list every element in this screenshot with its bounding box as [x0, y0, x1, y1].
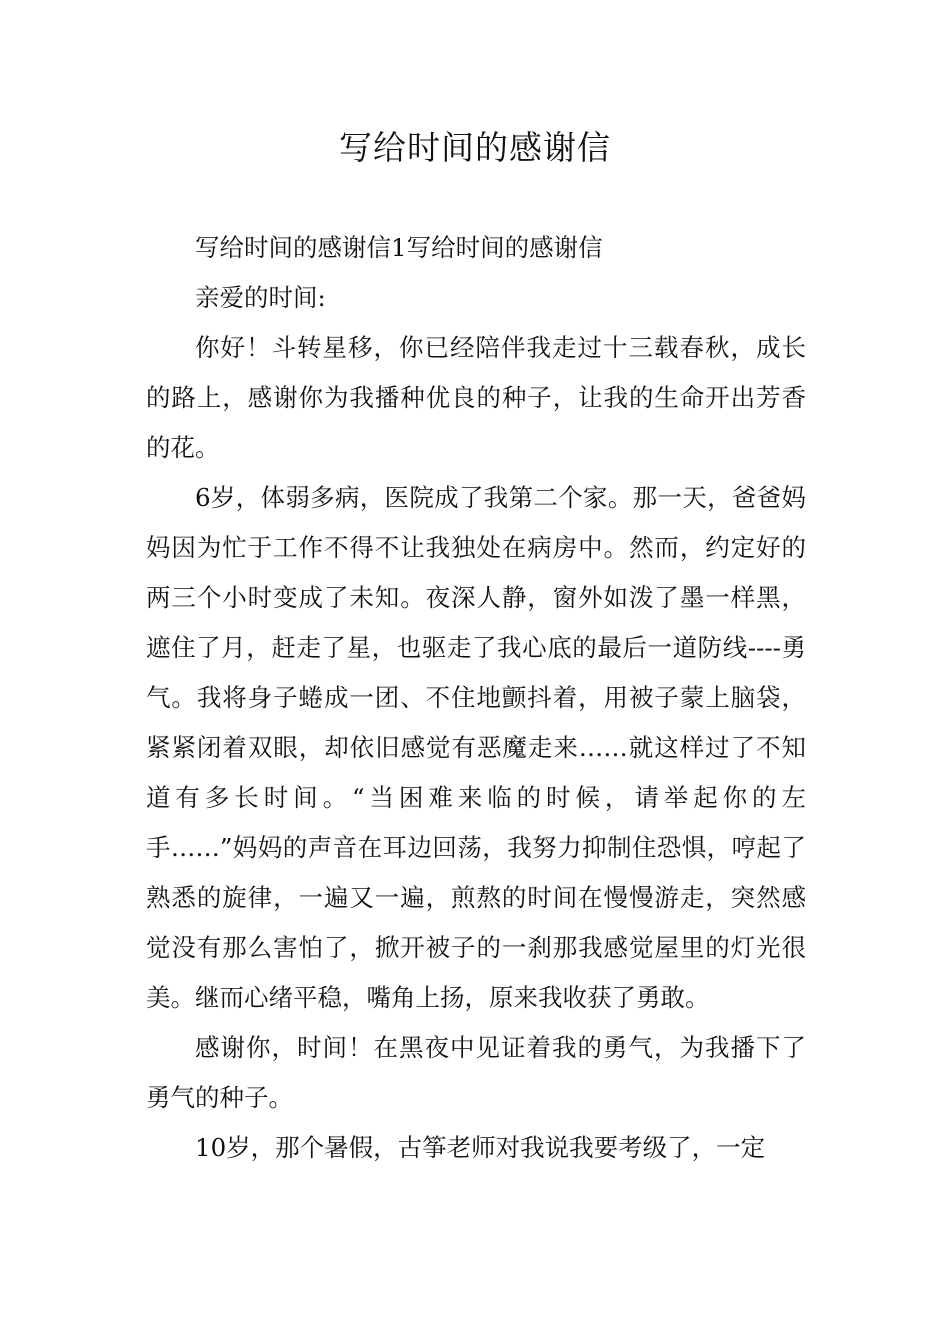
paragraph-age-ten: 10岁，那个暑假，古筝老师对我说我要考级了，一定: [195, 1133, 766, 1162]
paragraph-salutation: 亲爱的时间:: [195, 283, 326, 312]
document-body: [146, 223, 806, 1173]
paragraph-thanks-courage: 感谢你，时间！在黑夜中见证着我的勇气，为我播下了勇气的种子。: [146, 1033, 806, 1112]
paragraph-age-six: 6岁，体弱多病，医院成了我第二个家。那一天，爸爸妈妈因为忙于工作不得不让我独处在病房中。然而，约定好的两三个小时变成了未知。夜深人静，窗外如泼了墨一样黑，遮住了月，赶走了星，也驱走了我心底的最后一道防线----勇气。我将身子蜷成一团、不住地颤抖着，用被子蒙上脑袋，紧紧闭着双眼，却依旧感觉有恶魔走来……就这样过了不知道有多长时间。“当困难来临的时候，请举起你的左手……”妈妈的声音在耳边回荡，我努力抑制住恐惧，哼起了熟悉的旋律，一遍又一遍，煎熬的时间在慢慢游走，突然感觉没有那么害怕了，掀开被子的一刹那我感觉屋里的灯光很美。继而心绪平稳，嘴角上扬，原来我收获了勇敢。: [146, 483, 806, 1012]
document-title: 写给时间的感谢信: [339, 128, 611, 167]
paragraph-greeting: 你好！斗转星移，你已经陪伴我走过十三载春秋，成长的路上，感谢你为我播种优良的种子，让我的生命开出芳香的花。: [146, 333, 806, 462]
paragraph-heading-line: 写给时间的感谢信1写给时间的感谢信: [195, 233, 603, 262]
